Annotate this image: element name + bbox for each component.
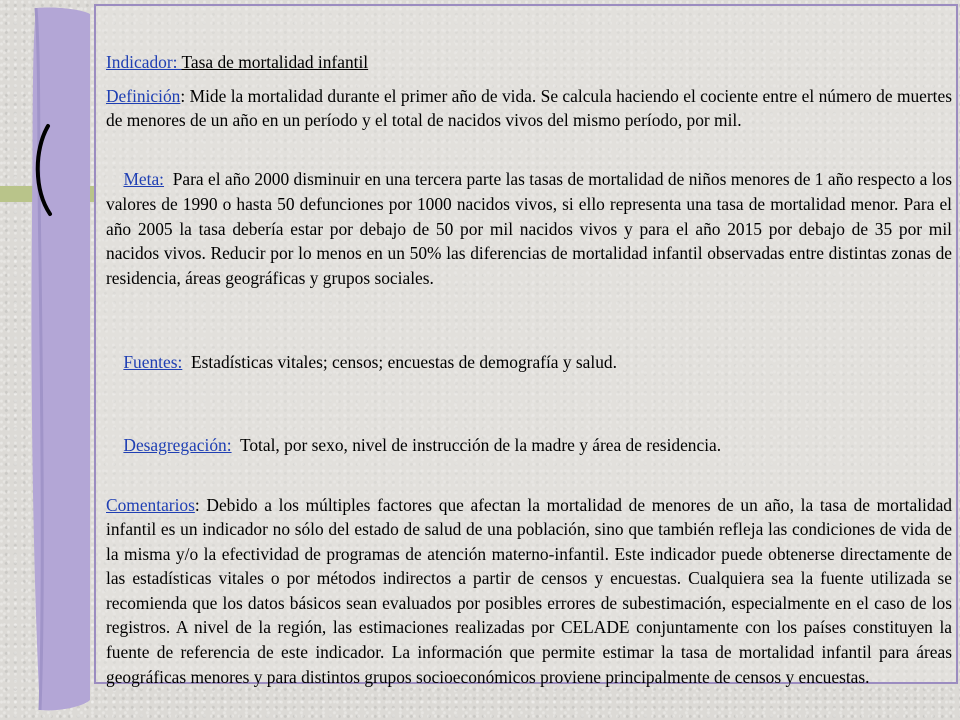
document-body <box>106 50 957 699</box>
meta-text: Para el año 2000 disminuir en una tercera parte las tasas de mortalidad de niños menores de 1 año respecto a los valores de 1990 o hasta 50 defunciones por 1000 nacidos vivos, si ello representa una tasa de mortalidad menor. Para el año 2005 la tasa debería estar por debajo de 50 por mil nacidos vivos y para el año 2015 por debajo de 35 por mil nacidos vivos. Reducir por lo menos en un 50% las diferencias de mortalidad infantil observadas entre distintas zonas de residencia, áreas geográficas y grupos sociales. <box>106 169 957 288</box>
comentarios-label: Comentarios <box>106 494 195 515</box>
comentarios-text: : Debido a los múltiples factores que afectan la mortalidad de menores de un año, la tasa de mortalidad infantil es un indicador no sólo del estado de salud de una población, sino que también refleja las condiciones de vida de la misma y/o la efectividad de programas de atención materno-infantil. Este indicador puede obtenerse directamente de las estadísticas vitales o por métodos indirectos a partir de censos y encuestas. Cualquiera sea la fuente utilizada se recomienda que los datos básicos sean evaluados por posibles errores de subestimación, especialmente en el caso de los registros. A nivel de la región, las estimaciones realizadas por CELADE conjuntamente con los países constituyen la fuente de referencia de este indicador. La información que permite estimar la tasa de mortalidad infantil para áreas geográficas menores y para distintos grupos socioeconómicos proviene principalmente de censos y encuestas. <box>106 494 952 687</box>
scroll-ornament-icon <box>0 0 96 720</box>
desagregacion-paragraph <box>106 409 952 483</box>
definicion-label: Definición <box>106 85 181 106</box>
desagregacion-text: Total, por sexo, nivel de instrucción de la madre y área de residencia. <box>231 435 722 456</box>
decorative-side-band <box>0 0 96 720</box>
fuentes-label: Fuentes: <box>123 351 183 372</box>
fuentes-paragraph <box>106 325 952 399</box>
comentarios-paragraph <box>106 493 952 690</box>
indicador-label: Indicador: <box>106 52 182 72</box>
indicador-paragraph <box>106 50 952 75</box>
meta-paragraph <box>106 143 957 315</box>
meta-label: Meta: <box>123 169 165 190</box>
desagregacion-label: Desagregación: <box>123 435 232 456</box>
indicador-title: Tasa de mortalidad infantil <box>181 52 369 72</box>
definicion-paragraph <box>106 84 952 133</box>
definicion-text: : Mide la mortalidad durante el primer año de vida. Se calcula haciendo el cociente entre el número de muertes de menores de un año en un período y el total de nacidos vivos del mismo período, por mil. <box>106 85 952 131</box>
fuentes-text: Estadísticas vitales; censos; encuestas de demografía y salud. <box>182 351 617 372</box>
